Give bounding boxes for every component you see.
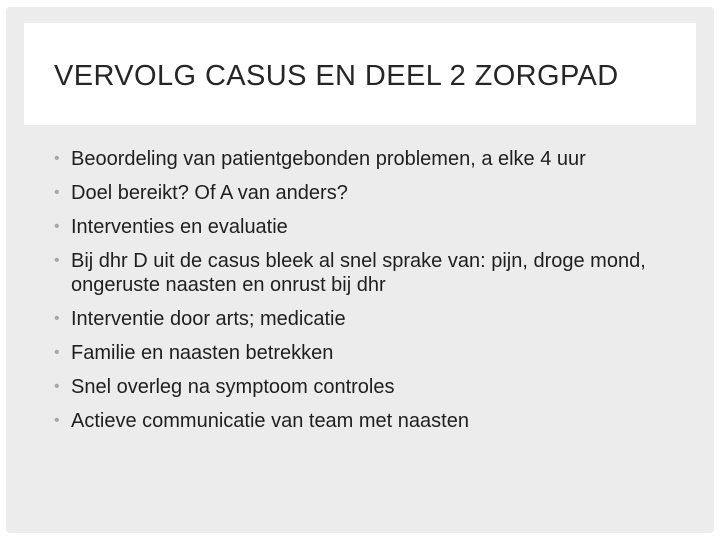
bullet-dot-icon: •	[54, 344, 60, 361]
bullet-item	[54, 215, 674, 239]
bullet-dot-icon: •	[54, 184, 60, 201]
bullet-text: Bij dhr D uit de casus bleek al snel sprake van: pijn, droge mond, ongeruste naasten en onrust bij dhr	[71, 250, 646, 296]
bullet-dot-icon: •	[54, 252, 60, 269]
bullet-text: Beoordeling van patientgebonden problemen, a elke 4 uur	[71, 148, 586, 170]
bullet-dot-icon: •	[54, 310, 60, 327]
bullet-text: Doel bereikt? Of A van anders?	[71, 182, 348, 204]
slide	[6, 7, 714, 533]
slide-title: VERVOLG CASUS EN DEEL 2 ZORGPAD	[54, 60, 619, 92]
bullet-item	[54, 181, 674, 205]
bullet-item	[54, 409, 674, 433]
bullet-dot-icon: •	[54, 218, 60, 235]
bullet-dot-icon: •	[54, 412, 60, 429]
bullet-text: Actieve communicatie van team met naasten	[71, 410, 469, 432]
bullet-item	[54, 147, 674, 171]
bullet-item	[54, 341, 674, 365]
title-box	[24, 23, 696, 125]
bullet-text: Familie en naasten betrekken	[71, 342, 334, 364]
bullet-item	[54, 307, 674, 331]
bullet-item	[54, 249, 674, 297]
bullet-text: Snel overleg na symptoom controles	[71, 376, 395, 398]
bullet-dot-icon: •	[54, 150, 60, 167]
bullet-text: Interventie door arts; medicatie	[71, 308, 346, 330]
bullet-dot-icon: •	[54, 378, 60, 395]
bullet-item	[54, 375, 674, 399]
bullet-text: Interventies en evaluatie	[71, 216, 288, 238]
bullet-list	[54, 147, 674, 443]
